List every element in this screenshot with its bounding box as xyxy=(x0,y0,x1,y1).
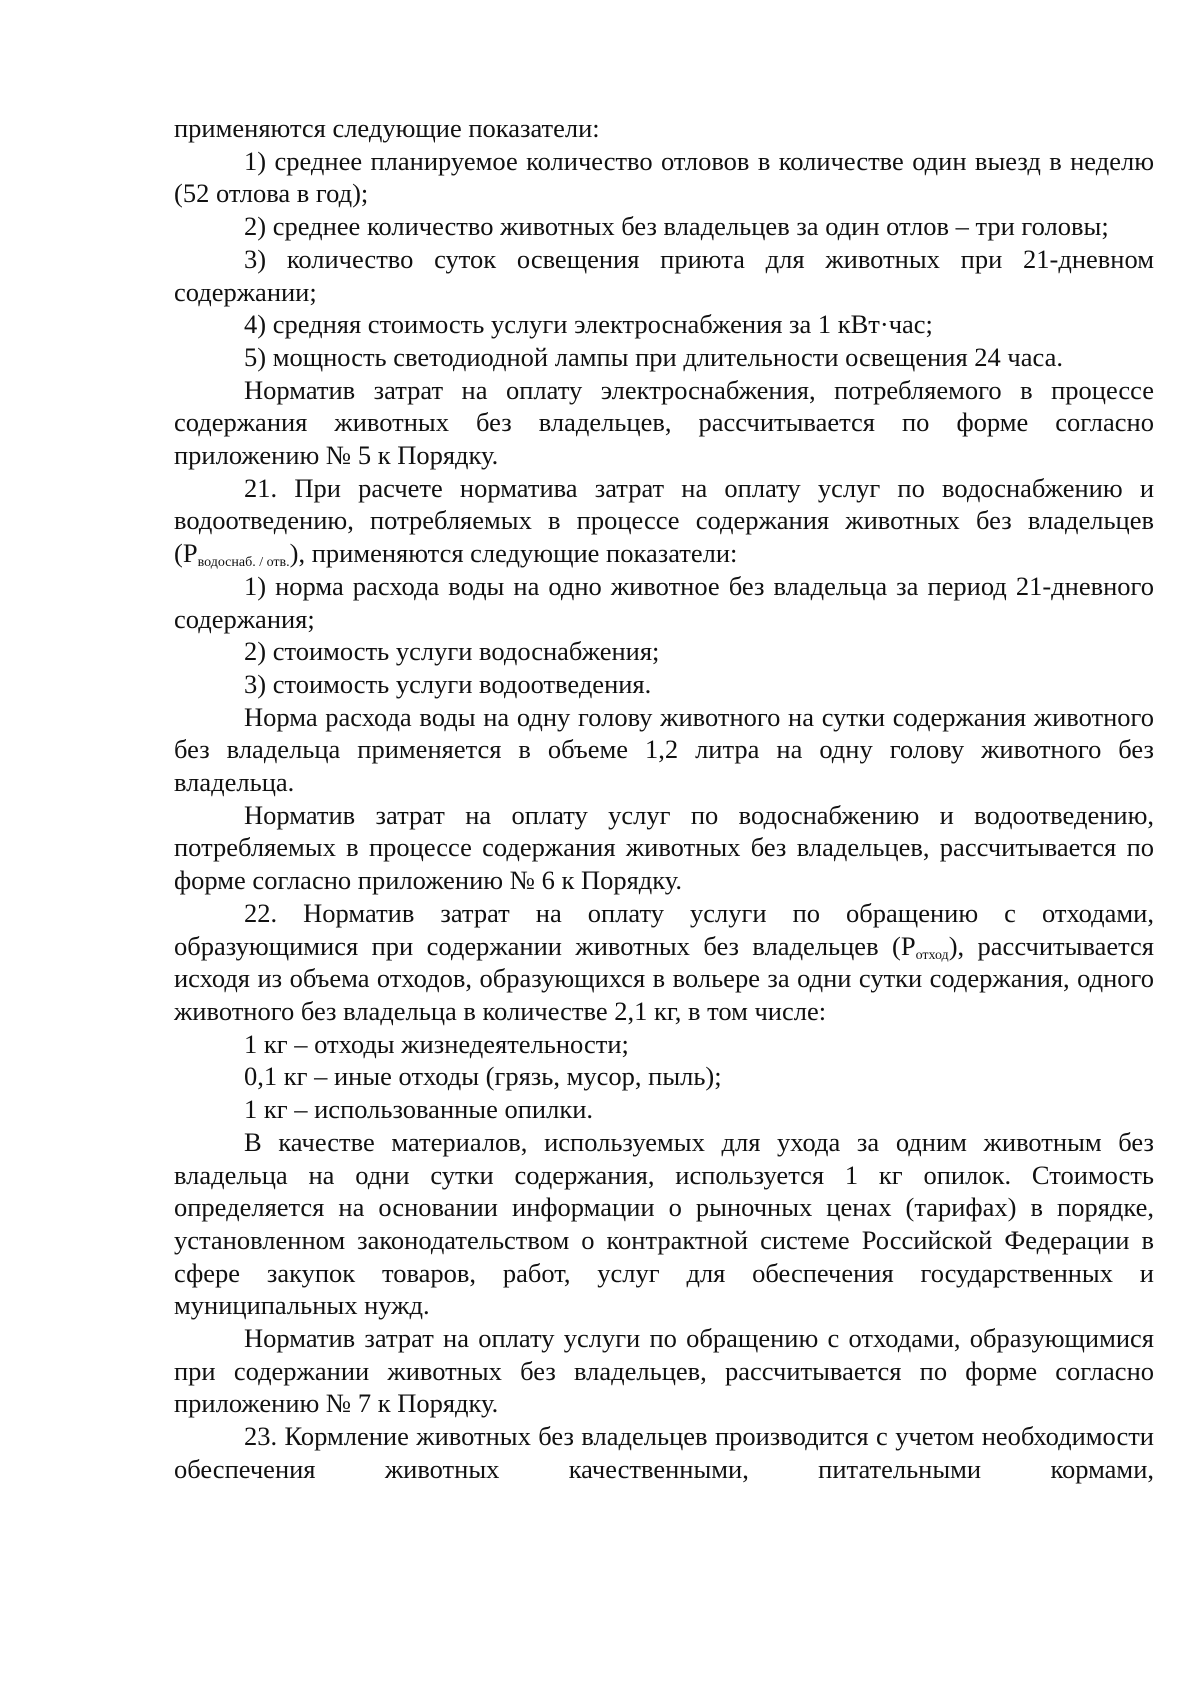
waste-item-1: 1 кг – отходы жизнедеятельности; xyxy=(244,1028,629,1059)
paragraph-21 xyxy=(174,472,1154,570)
list-item-1: 1) среднее планируемое количество отловов в количестве один выезд в неделю (52 отлова в год); xyxy=(174,145,1154,209)
paragraph-water-rate: Норма расхода воды на одну голову животного на сутки содержания животного без владельца применяется в объеме 1,2 литра на одну голову животного без владельца. xyxy=(174,701,1154,798)
paragraph-electricity-norm: Норматив затрат на оплату электроснабжения, потребляемого в процессе содержания животных без владельцев, рассчитывается по форме согласно приложению № 5 к Порядку. xyxy=(174,374,1154,471)
subscript-water: водоснаб. / отв. xyxy=(197,555,290,571)
waste-item-3: 1 кг – использованные опилки. xyxy=(244,1094,594,1125)
paragraph-22 xyxy=(174,897,1154,1028)
paragraph-intro: применяются следующие показатели: xyxy=(174,113,600,143)
subscript-waste: отход xyxy=(915,947,949,963)
water-item-1: 1) норма расхода воды на одно животное без владельца за период 21-дневного содержания; xyxy=(174,570,1154,634)
paragraph-water-norm: Норматив затрат на оплату услуг по водоснабжению и водоотведению, потребляемых в процессе содержания животных без владельцев, рассчитывается по форме согласно приложению № 6 к Порядку. xyxy=(174,799,1154,896)
list-item-2: 2) среднее количество животных без владельцев за один отлов – три головы; xyxy=(244,211,1109,242)
list-item-4: 4) средняя стоимость услуги электроснабжения за 1 кВт·час; xyxy=(244,309,933,340)
paragraph-sawdust: В качестве материалов, используемых для ухода за одним животным без владельца на одни сутки содержания, используется 1 кг опилок. Стоимость определяется на основании информации о рыночных ценах (тарифах) в порядке, установленном законодательством о контрактной системе Российской Федерации в сфере закупок товаров, работ, услуг для обеспечения государственных и муниципальных нужд. xyxy=(174,1126,1154,1321)
paragraph-23: 23. Кормление животных без владельцев производится с учетом необходимости обеспечения животных качественными, питательными кормами, xyxy=(174,1421,1154,1484)
paragraph-waste-norm: Норматив затрат на оплату услуги по обращению с отходами, образующимися при содержании животных без владельцев, рассчитывается по форме согласно приложению № 7 к Порядку. xyxy=(174,1323,1154,1419)
waste-item-2: 0,1 кг – иные отходы (грязь, мусор, пыль); xyxy=(244,1061,722,1092)
document-page xyxy=(174,112,1154,1486)
paragraph-22-tail: ), рассчитывается исходя из объема отходов, образующихся в вольере за одни сутки содержания, одного животного без владельца в количестве 2,1 кг, в том числе: xyxy=(174,930,1154,1026)
list-item-3: 3) количество суток освещения приюта для животных при 21-дневном содержании; xyxy=(174,243,1154,307)
paragraph-21-tail: ), применяются следующие показатели: xyxy=(289,538,738,569)
paragraph-22-text: 22. Норматив затрат на оплату услуги по обращению с отходами, образующимися при содержании животных без владельцев (P xyxy=(174,897,1154,961)
list-item-5: 5) мощность светодиодной лампы при длительности освещения 24 часа. xyxy=(244,341,1063,372)
water-item-3: 3) стоимость услуги водоотведения. xyxy=(244,668,652,699)
water-item-2: 2) стоимость услуги водоснабжения; xyxy=(244,636,660,667)
paragraph-21-text: 21. При расчете норматива затрат на оплату услуг по водоснабжению и водоотведению, потребляемых в процессе содержания животных без владельцев (P xyxy=(174,472,1154,569)
